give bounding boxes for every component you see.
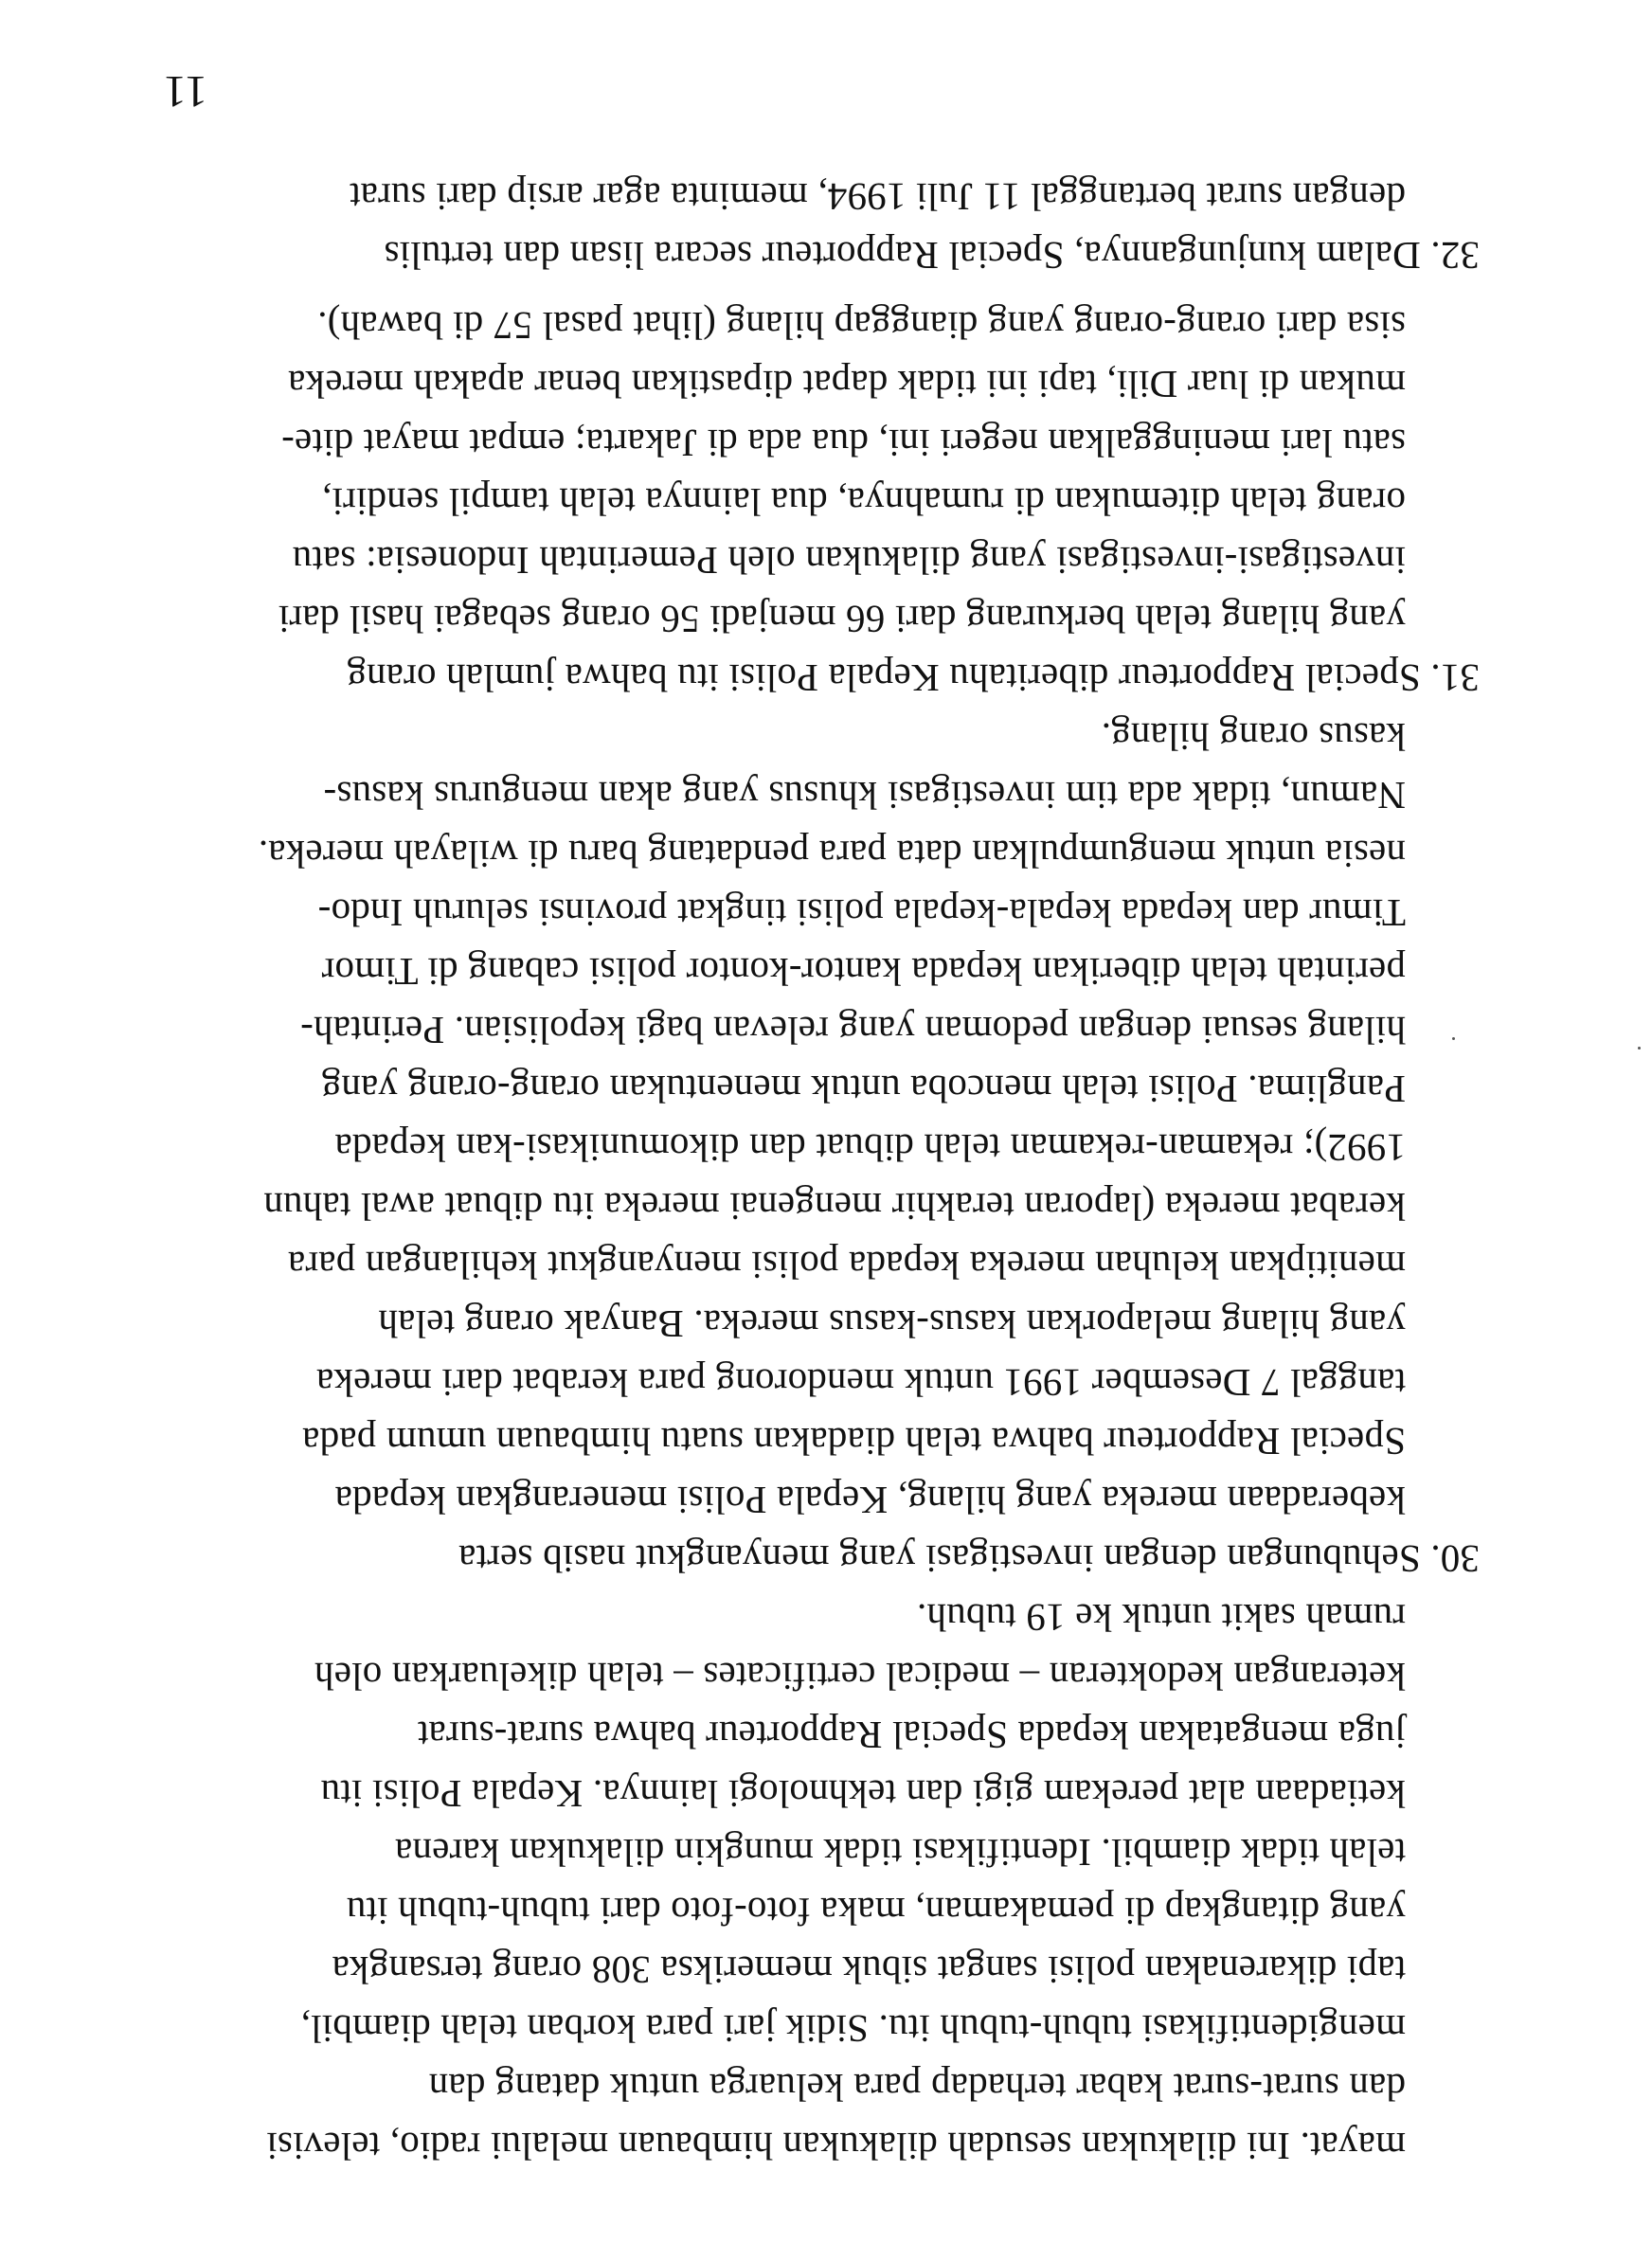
text-line: dan surat-surat kabar terhadap para keluarga untuk datang dan bbox=[428, 2066, 1406, 2109]
text-line: keberadaan mereka yang hilang, Kepala Polisi menerangkan kepada bbox=[334, 1479, 1406, 1522]
text-line: Namun, tidak ada tim investigasi khusus yang akan mengurus kasus- bbox=[323, 774, 1406, 817]
scan-speck bbox=[1638, 1047, 1641, 1050]
text-line: sisa dari orang-orang yang dianggap hilang (lihat pasal 57 di bawah). bbox=[317, 304, 1406, 348]
text-line: Special Rapporteur bahwa telah diadakan suatu himbauan umum pada bbox=[302, 1420, 1406, 1463]
text-line: yang ditangkap di pemakaman, maka foto-foto dari tubuh-tubuh itu bbox=[346, 1890, 1406, 1933]
text-line: Panglima. Polisi telah mencoba untuk menentukan orang-orang yang bbox=[321, 1068, 1406, 1111]
text-line: Timur dan kepada kepala-kepala polisi tingkat provinsi seluruh Indo- bbox=[317, 891, 1406, 935]
text-line: ketiadaan alat perekam gigi dan tekhnologi lainnya. Kepala Polisi itu bbox=[320, 1772, 1406, 1816]
paragraph-32-start: 32. Dalam kunjungannya, Special Rapporteur secara lisan dan tertulis bbox=[384, 234, 1480, 278]
text-line: rumah sakit untuk ke 19 tubuh. bbox=[916, 1596, 1406, 1640]
paragraph-30-start: 30. Sehubungan dengan investigasi yang menyangkut nasib serta bbox=[458, 1537, 1480, 1581]
text-line: tapi dikarenakan polisi sangat sibuk memeriksa 308 orang tersangka bbox=[332, 1948, 1406, 1992]
body-text bbox=[184, 152, 1480, 2169]
page-number: 11 bbox=[163, 66, 207, 117]
text-line: orang telah ditemukan di rumahnya, dua lainnya telah tampil sendiri, bbox=[321, 480, 1406, 524]
text-line: nesia untuk mengumpulkan data para pendatang baru di wilayah mereka. bbox=[258, 833, 1406, 876]
text-line: yang hilang telah berkurang dari 66 menjadi 56 orang sebagai hasil dari bbox=[278, 598, 1406, 641]
text-line: mukan di luar Dili, tapi ini tidak dapat dipastikan benar apakah mereka bbox=[287, 363, 1406, 406]
text-line: mayat. Ini dilakukan sesudah dilakukan himbauan melalui radio, televisi bbox=[266, 2125, 1406, 2168]
text-line: perintah telah diberikan kepada kantor-kontor polisi cabang di Timor bbox=[321, 950, 1406, 994]
scan-speck bbox=[1452, 1037, 1455, 1040]
text-line: 1992); rekaman-rekaman telah dibuat dan dikomunikasi-kan kepada bbox=[334, 1126, 1406, 1170]
text-line: satu lari meninggalkan negeri ini, dua ada di Jakarta; empat mayat dite- bbox=[280, 422, 1406, 465]
text-line: kasus orang hilang. bbox=[1101, 715, 1406, 759]
text-line: kerabat mereka (laporan terakhir mengenai mereka itu dibuat awal tahun bbox=[263, 1185, 1406, 1229]
text-line: keterangan kedokteran – medical certificates – telah dikeluarkan oleh bbox=[314, 1655, 1406, 1698]
paragraph-31-start: 31. Special Rapporteur diberitahu Kepala Polisi itu bahwa jumlah orang bbox=[347, 656, 1480, 700]
text-line: juga mengatakan kepada Special Rapporteur bahwa surat-surat bbox=[417, 1714, 1406, 1757]
text-line: investigasi-investigasi yang dilakukan oleh Pemerintah Indonesia: satu bbox=[292, 539, 1406, 583]
text-line: yang hilang melaporkan kasus-kasus mereka. Banyak orang telah bbox=[378, 1302, 1406, 1346]
text-line: dengan surat bertanggal 11 Juli 1994, meminta agar arsip dari surat bbox=[349, 175, 1406, 219]
text-line: telah tidak diambil. Identifikasi tidak mungkin dilakukan karena bbox=[394, 1831, 1406, 1875]
text-line: hilang sesuai dengan pedoman yang relevan bagi kepolisian. Perintah- bbox=[300, 1009, 1406, 1052]
text-line: mengidentifikasi tubuh-tubuh itu. Sidik jari para korban telah diambil, bbox=[300, 2007, 1406, 2051]
text-line: tanggal 7 Desember 1991 untuk mendorong para kerabat dari mereka bbox=[315, 1361, 1406, 1405]
text-line: menitipkan keluhan mereka kepada polisi menyangkut kehilangan para bbox=[287, 1244, 1406, 1287]
